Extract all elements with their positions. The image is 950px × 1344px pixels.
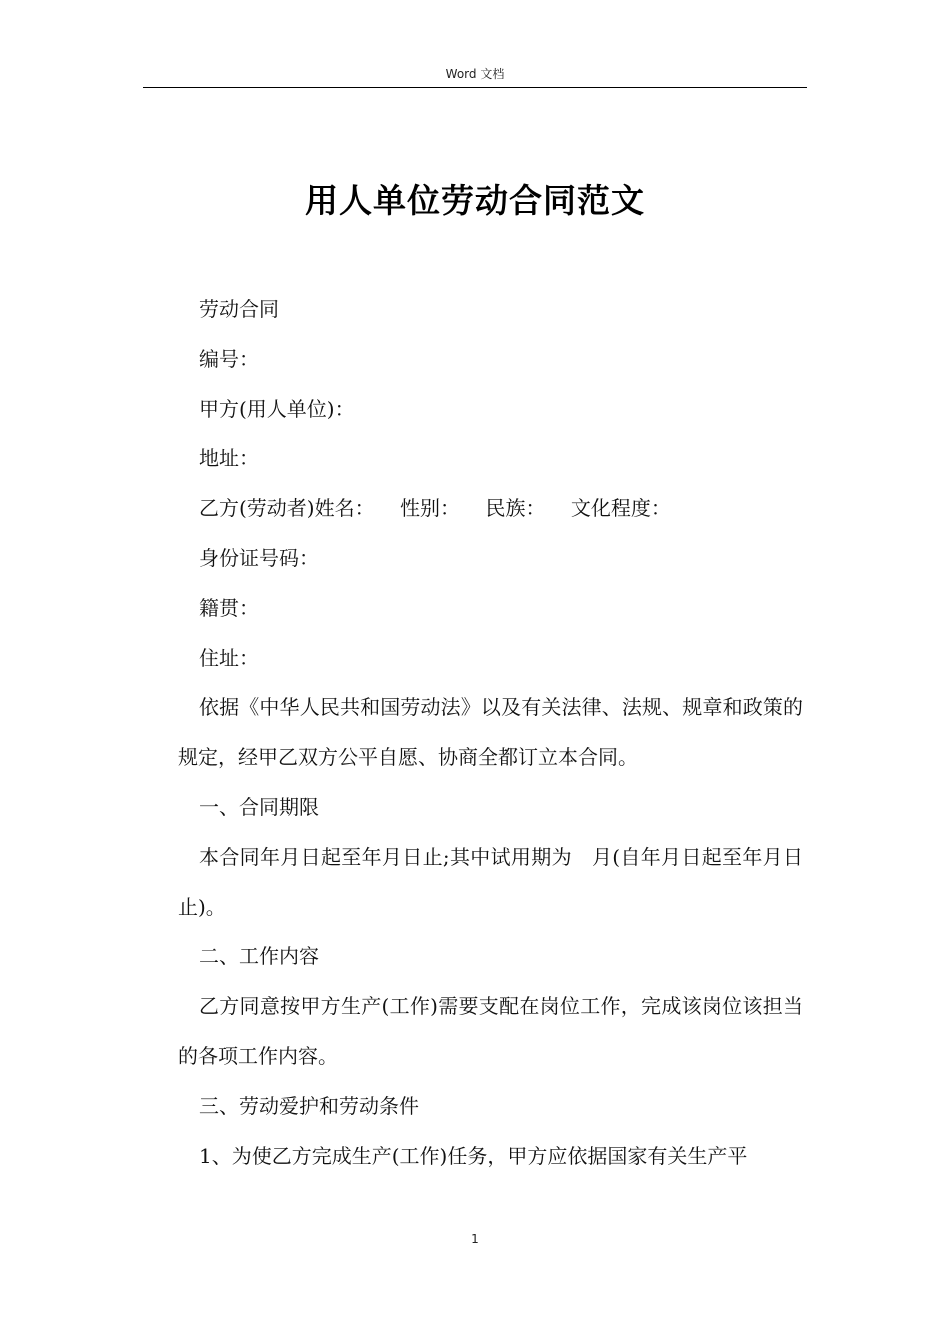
paragraph-address: 地址：	[199, 446, 259, 471]
document-body	[178, 285, 803, 1181]
paragraph-party-b: 乙方(劳动者)姓名： 性别： 民族： 文化程度：	[199, 496, 671, 521]
paragraph-residence: 住址：	[199, 645, 259, 670]
paragraph-contract-heading: 劳动合同	[199, 297, 279, 321]
paragraph-legal-basis: 依据《中华人民共和国劳动法》以及有关法律、法规、规章和政策的规定，经甲乙双方公平自愿、协商全都订立本合同。	[178, 695, 803, 770]
section-heading-work-content: 二、工作内容	[199, 944, 319, 969]
page-number: 1	[471, 1232, 479, 1246]
paragraph-term: 本合同年月日起至年月日止;其中试用期为 月(自年月日起至年月日止)。	[178, 844, 803, 919]
paragraph-work-content: 乙方同意按甲方生产(工作)需要支配在岗位工作，完成该岗位该担当的各项工作内容。	[178, 994, 803, 1068]
document-title: 用人单位劳动合同范文	[305, 181, 645, 221]
section-heading-labor-protection: 三、劳动爱护和劳动条件	[199, 1093, 419, 1118]
paragraph-number: 编号：	[199, 346, 259, 371]
paragraph-labor-protection-1: 1、为使乙方完成生产(工作)任务，甲方应依据国家有关生产平	[199, 1143, 748, 1168]
paragraph-id-number: 身份证号码：	[199, 545, 319, 570]
header-divider	[143, 87, 807, 88]
section-heading-term: 一、合同期限	[199, 794, 319, 819]
paragraph-native-place: 籍贯：	[199, 595, 259, 620]
paragraph-party-a: 甲方(用人单位)：	[199, 396, 355, 421]
page-header: Word 文档	[445, 67, 505, 81]
